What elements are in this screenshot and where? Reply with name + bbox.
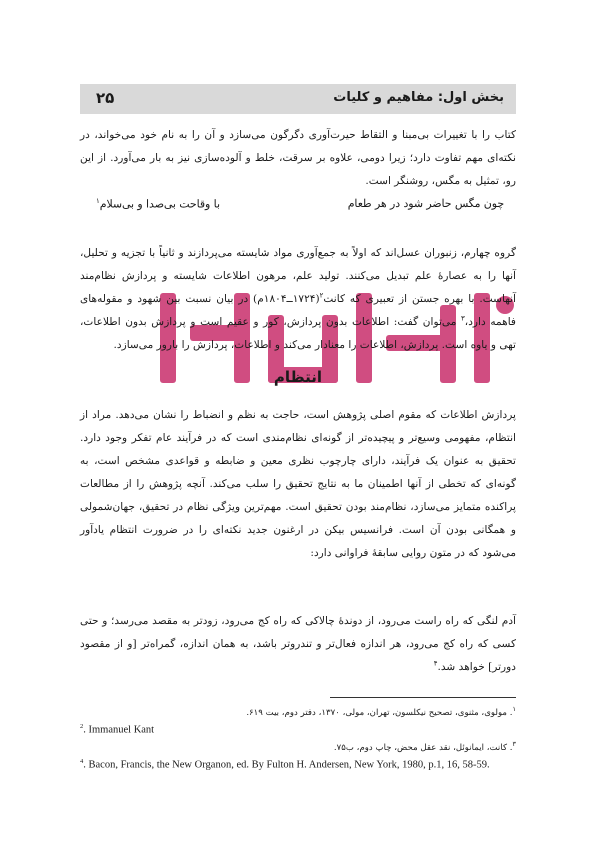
section-heading: انتظام <box>273 368 323 386</box>
footnote-ref-2: ۲ <box>319 291 324 300</box>
paragraph-2: گروه چهارم، زنبوران عسل‌اند که اولاً به جمع‌آوری مواد شایسته می‌پردازند و ثانیاً با تجزیه و تحلیل، آنها را به عصارهٔ علم تبدیل می‌کنند. تولید علم، مرهون اطلاعات شایسته و پردازش نظام‌مند آنهاست. با بهره جستن از تعبیری که کانت$^۲$(۱۷۲۴ــ۱۸۰۴م) در بیان نسبت بین شهود و مقوله‌های فاهمه دارد،$^۳$ می‌توان گفت: اطلاعات بدون پردازش، کور و عقیم است و پردازش بدون اطلاعات، تهی و یاوه است. پردازش، اطلاعات را معنادار می‌کند و اطلاعات، پردازش را بارور می‌سازد. <box>80 247 517 351</box>
footnote-ref-1: ۱ <box>96 197 100 205</box>
paragraph-3: پردازش اطلاعات که مقوم اصلی پژوهش است، حاجت به نظم و انضباط را نشان می‌دهد. مراد از انتظام، مفهومی وسیع‌تر و پیچیده‌تر از گونه‌ای نظام‌مندی است که در فرآیند عام تفکر وجود دارد. تحقیق به عنوان یک فرآیند، دارای چارچوب نظری معین و ضابطه و قواعدی مشخص است، به گونه‌ای که تخطی از آنها اطمینان ما به نتایج تحقیق را سلب می‌کند. آنچه پژوهش را از مطالعات پراکنده متمایز می‌سازد، نظام‌مند بودن تحقیق است. مهم‌ترین ویژگی نظام در تحقیق، جهان‌شمولی و همگانی بودن آن است. فرانسیس بیکن در ارغنون جدید نکته‌ای را در ضرورت انتظام یادآور می‌شود که در متون روایی سابقهٔ فراوانی دارد: <box>80 409 516 559</box>
chapter-title: بخش اول: مفاهیم و کلیات <box>333 90 504 105</box>
poem-verse <box>96 197 504 219</box>
bacon-quote: آدم لنگی که راه راست می‌رود، از دوندهٔ چالاکی که راه کج می‌رود، زودتر به مقصد می‌رسد؛ و حتی کسی که راه کج می‌رود، هر اندازه فعال‌تر و تندروتر باشد، به همان اندازه، گمراه‌تر [و از مقصود دورتر] خواهد شد.$^۴$ <box>80 615 516 673</box>
running-header <box>80 84 516 114</box>
footnote-1: $^۱$. مولوی، مثنوی، تصحیح نیکلسون، تهران، مولی، ۱۳۷۰، دفتر دوم، بیت ۶۱۹. <box>246 705 516 718</box>
page-number: ۲۵ <box>96 89 115 107</box>
footnote-ref-3: ۳ <box>461 314 465 323</box>
footnote-2: $^2$. Immanuel Kant <box>80 723 155 736</box>
poem-hemistich-2: با وقاحت بی‌صدا و بی‌سلام$^۱$ <box>96 197 220 211</box>
paragraph-1: کتاب را با تغییرات بی‌مبنا و التقاط حیرت‌آوری دگرگون می‌سازد و آن را به نام خود می‌خواند، در نکته‌ای مهم تفاوت دارد؛ زیرا دومی، علاوه بر سرقت، خلط و آلوده‌سازی نیز به بار می‌آورد. از این رو، تمثیل به مگس، روشنگر است. <box>80 129 516 187</box>
footnote-3: $^۳$. کانت، ایمانوئل، نقد عقل محض، چاپ دوم، ب۷۵. <box>333 740 516 753</box>
footnote-separator <box>330 697 516 698</box>
poem-hemistich-1: چون مگس حاضر شود در هر طعام <box>347 197 504 210</box>
footnote-ref-4: ۴ <box>433 659 438 668</box>
footnote-4: $^4$. Bacon, Francis, the New Organon, ed. By Fulton H. Andersen, New York, 1980, p.1, 16, 58-59. <box>80 758 490 771</box>
